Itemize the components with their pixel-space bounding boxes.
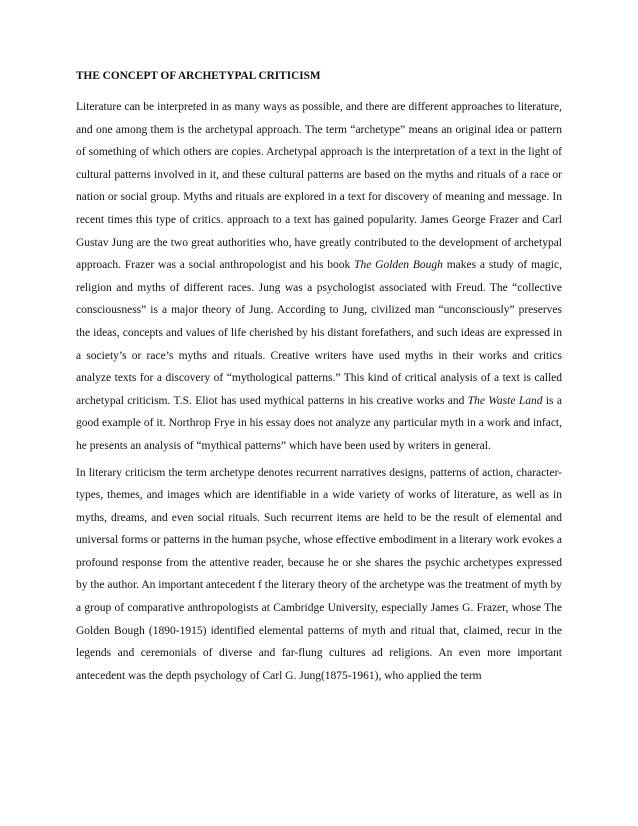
document-page bbox=[76, 68, 562, 799]
paragraph-archetypal-approach bbox=[76, 96, 562, 458]
paragraph-1-text-part-2: makes a study of magic, religion and myths of different races. Jung was a psychologist associated with Freud. The “collective consciousness” is a major theory of Jung. According to Jung, civilized man “unconsciously” preserves the ideas, concepts and values of life cherished by his distant forefathers, and such ideas are expressed in a society’s or race’s myths and rituals. Creative writers have used myths in their works and critics analyze texts for a discovery of “mythological patterns.” This kind of critical analysis of a text is called archetypal criticism. T.S. Eliot has used mythical patterns in his creative works and bbox=[76, 259, 562, 407]
document-title: THE CONCEPT OF ARCHETYPAL CRITICISM bbox=[76, 70, 321, 82]
book-title-golden-bough: The Golden Bough bbox=[354, 259, 443, 272]
book-title-waste-land: The Waste Land bbox=[467, 394, 543, 407]
paragraph-archetype-definition: In literary criticism the term archetype denotes recurrent narratives designs, patterns of action, character-types, themes, and images which are identifiable in a wide variety of works of literature, as well as in myths, dreams, and even social rituals. Such recurrent items are held to be the result of elemental and universal forms or patterns in the human psyche, whose effective embodiment in a literary work evokes a profound response from the attentive reader, because he or she shares the psychic archetypes expressed by the author. An important antecedent f the literary theory of the archetype was the treatment of myth by a group of comparative anthropologists at Cambridge University, especially James G. Frazer, whose The Golden Bough (1890-1915) identified elemental patterns of myth and ritual that, claimed, recur in the legends and ceremonials of diverse and far-flung cultures ad religions. An even more important antecedent was the depth psychology of Carl G. Jung(1875-1961), who applied the term bbox=[76, 466, 562, 682]
paragraph-1-text-part-1: Literature can be interpreted in as many ways as possible, and there are different approaches to literature, and one among them is the archetypal approach. The term “archetype” means an original idea or pattern of something of which others are copies. Archetypal approach is the interpretation of a text in the light of cultural patterns involved in it, and these cultural patterns are based on the myths and rituals of a race or nation or social group. Myths and rituals are explored in a text for discovery of meaning and message. In recent times this type of critics. approach to a text has gained popularity. James George Frazer and Carl Gustav Jung are the two great authorities who, have greatly contributed to the development of archetypal approach. Frazer was a social anthropologist and his book bbox=[76, 101, 562, 272]
paragraph-1-text-part-3: is a good example of it. Northrop Frye in his essay does not analyze any particular myth in a work and infact, he presents an analysis of “mythical patterns” which have been used by writers in general. bbox=[76, 394, 562, 452]
